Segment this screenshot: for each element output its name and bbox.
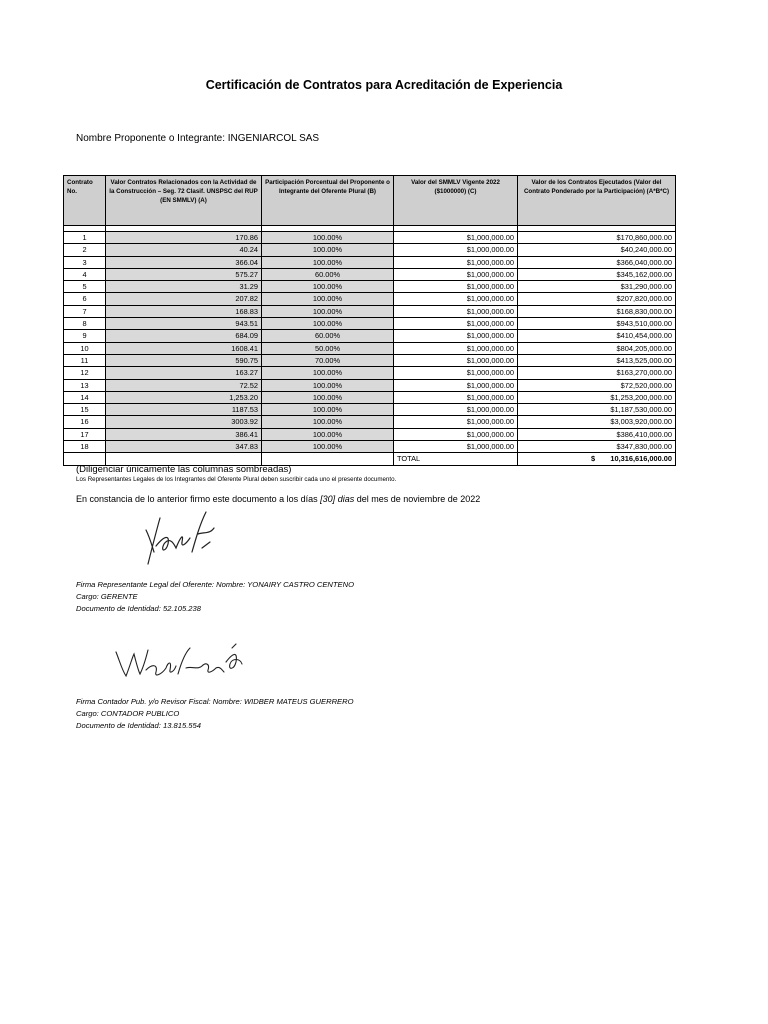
cell-executed-value: $347,830,000.00 (518, 441, 676, 453)
cell-contract-no: 7 (64, 305, 106, 317)
cell-participation: 100.00% (262, 379, 394, 391)
cell-executed-value: $413,525,000.00 (518, 354, 676, 366)
cell-contract-no: 4 (64, 268, 106, 280)
accountant-signature (112, 640, 244, 688)
cell-participation: 100.00% (262, 404, 394, 416)
cell-executed-value: $410,454,000.00 (518, 330, 676, 342)
accountant-block (76, 696, 354, 732)
cell-executed-value: $345,162,000.00 (518, 268, 676, 280)
table-row (64, 232, 676, 244)
cell-participation: 100.00% (262, 232, 394, 244)
fill-note: (Diligenciar únicamente las columnas sombreadas) (76, 464, 292, 475)
cell-participation: 70.00% (262, 354, 394, 366)
table-row (64, 404, 676, 416)
cell-executed-value: $1,253,200,000.00 (518, 391, 676, 403)
table-row (64, 391, 676, 403)
cell-value-smmlv: 1,253.20 (106, 391, 262, 403)
header-participation: Participación Porcentual del Proponente o Integrante del Oferente Plural (B) (262, 176, 394, 226)
cell-executed-value: $168,830,000.00 (518, 305, 676, 317)
cell-value-smmlv: 40.24 (106, 244, 262, 256)
cell-smmlv-value: $1,000,000.00 (394, 354, 518, 366)
cell-contract-no: 15 (64, 404, 106, 416)
cell-smmlv-value: $1,000,000.00 (394, 342, 518, 354)
legal-representative-name: Firma Representante Legal del Oferente: Nombre: YONAIRY CASTRO CENTENO (76, 580, 354, 589)
table-row (64, 367, 676, 379)
total-label: TOTAL (394, 453, 518, 465)
cell-participation: 100.00% (262, 416, 394, 428)
table-row (64, 293, 676, 305)
accountant-role: Cargo: CONTADOR PUBLICO (76, 709, 180, 718)
closing-days-word: dias (337, 494, 355, 504)
cell-value-smmlv: 347.83 (106, 441, 262, 453)
cell-value-smmlv: 170.86 (106, 232, 262, 244)
cell-value-smmlv: 207.82 (106, 293, 262, 305)
cell-contract-no: 10 (64, 342, 106, 354)
legal-note: Los Representantes Legales de los Integrantes del Oferente Plural deben suscribir cada uno el presente documento. (76, 476, 397, 483)
cell-participation: 100.00% (262, 391, 394, 403)
cell-contract-no: 3 (64, 256, 106, 268)
accountant-id: Documento de Identidad: 13.815.554 (76, 721, 201, 730)
cell-executed-value: $163,270,000.00 (518, 367, 676, 379)
cell-contract-no: 12 (64, 367, 106, 379)
closing-day: [30] (320, 494, 336, 504)
cell-participation: 100.00% (262, 281, 394, 293)
cell-value-smmlv: 3003.92 (106, 416, 262, 428)
proponent-label: Nombre Proponente o Integrante: (76, 133, 225, 144)
cell-contract-no: 6 (64, 293, 106, 305)
table-row (64, 416, 676, 428)
cell-participation: 60.00% (262, 268, 394, 280)
table-row (64, 281, 676, 293)
table-row (64, 354, 676, 366)
legal-representative-role: Cargo: GERENTE (76, 592, 138, 601)
total-value: 10,316,616,000.00 (610, 454, 672, 464)
cell-contract-no: 9 (64, 330, 106, 342)
cell-value-smmlv: 31.29 (106, 281, 262, 293)
cell-executed-value: $366,040,000.00 (518, 256, 676, 268)
cell-contract-no: 11 (64, 354, 106, 366)
total-currency: $ (591, 454, 596, 464)
closing-text-after: del mes de noviembre de 2022 (356, 494, 481, 504)
header-executed-value: Valor de los Contratos Ejecutados (Valor del Contrato Ponderado por la Participación) (A*B*C) (518, 176, 676, 226)
cell-smmlv-value: $1,000,000.00 (394, 404, 518, 416)
cell-value-smmlv: 943.51 (106, 318, 262, 330)
cell-smmlv-value: $1,000,000.00 (394, 428, 518, 440)
table-row (64, 268, 676, 280)
cell-value-smmlv: 590.75 (106, 354, 262, 366)
cell-smmlv-value: $1,000,000.00 (394, 367, 518, 379)
cell-smmlv-value: $1,000,000.00 (394, 318, 518, 330)
cell-participation: 100.00% (262, 428, 394, 440)
legal-representative-signature (140, 508, 220, 570)
header-smmlv-value: Valor del SMMLV Vigente 2022 ($1000000) (C) (394, 176, 518, 226)
cell-smmlv-value: $1,000,000.00 (394, 441, 518, 453)
cell-participation: 100.00% (262, 293, 394, 305)
cell-executed-value: $3,003,920,000.00 (518, 416, 676, 428)
cell-smmlv-value: $1,000,000.00 (394, 330, 518, 342)
cell-executed-value: $207,820,000.00 (518, 293, 676, 305)
total-value-cell (518, 453, 676, 465)
cell-smmlv-value: $1,000,000.00 (394, 391, 518, 403)
cell-value-smmlv: 386.41 (106, 428, 262, 440)
proponent-line (76, 133, 319, 144)
cell-executed-value: $943,510,000.00 (518, 318, 676, 330)
table-row (64, 256, 676, 268)
cell-contract-no: 14 (64, 391, 106, 403)
table-row (64, 305, 676, 317)
table-header-row (64, 176, 676, 226)
cell-participation: 100.00% (262, 441, 394, 453)
legal-representative-block (76, 579, 354, 615)
cell-smmlv-value: $1,000,000.00 (394, 305, 518, 317)
closing-text-before: En constancia de lo anterior firmo este documento a los días (76, 494, 318, 504)
cell-value-smmlv: 575.27 (106, 268, 262, 280)
cell-value-smmlv: 1608.41 (106, 342, 262, 354)
cell-smmlv-value: $1,000,000.00 (394, 268, 518, 280)
header-value-smmlv: Valor Contratos Relacionados con la Actividad de la Construcción – Seg. 72 Clasif. UNSPSC del RUP (EN SMMLV) (A) (106, 176, 262, 226)
cell-participation: 60.00% (262, 330, 394, 342)
contracts-table (63, 175, 676, 466)
cell-contract-no: 16 (64, 416, 106, 428)
cell-executed-value: $170,860,000.00 (518, 232, 676, 244)
cell-executed-value: $40,240,000.00 (518, 244, 676, 256)
cell-contract-no: 8 (64, 318, 106, 330)
proponent-name: INGENIARCOL SAS (227, 133, 320, 144)
cell-smmlv-value: $1,000,000.00 (394, 293, 518, 305)
cell-executed-value: $1,187,530,000.00 (518, 404, 676, 416)
cell-contract-no: 1 (64, 232, 106, 244)
accountant-name: Firma Contador Pub. y/o Revisor Fiscal: Nombre: WIDBER MATEUS GUERRERO (76, 697, 354, 706)
legal-representative-id: Documento de Identidad: 52.105.238 (76, 604, 201, 613)
cell-participation: 100.00% (262, 244, 394, 256)
cell-executed-value: $31,290,000.00 (518, 281, 676, 293)
cell-value-smmlv: 1187.53 (106, 404, 262, 416)
cell-smmlv-value: $1,000,000.00 (394, 256, 518, 268)
closing-statement (76, 494, 480, 504)
cell-participation: 100.00% (262, 318, 394, 330)
cell-smmlv-value: $1,000,000.00 (394, 416, 518, 428)
cell-contract-no: 5 (64, 281, 106, 293)
document-title: Certificación de Contratos para Acreditación de Experiencia (205, 78, 563, 92)
cell-executed-value: $72,520,000.00 (518, 379, 676, 391)
cell-contract-no: 2 (64, 244, 106, 256)
table-row (64, 379, 676, 391)
cell-executed-value: $804,205,000.00 (518, 342, 676, 354)
cell-value-smmlv: 684.09 (106, 330, 262, 342)
cell-smmlv-value: $1,000,000.00 (394, 379, 518, 391)
table-row (64, 441, 676, 453)
cell-smmlv-value: $1,000,000.00 (394, 232, 518, 244)
cell-value-smmlv: 72.52 (106, 379, 262, 391)
cell-contract-no: 13 (64, 379, 106, 391)
cell-value-smmlv: 168.83 (106, 305, 262, 317)
table-row (64, 318, 676, 330)
cell-value-smmlv: 163.27 (106, 367, 262, 379)
table-row (64, 330, 676, 342)
cell-participation: 50.00% (262, 342, 394, 354)
cell-contract-no: 18 (64, 441, 106, 453)
cell-smmlv-value: $1,000,000.00 (394, 281, 518, 293)
table-row (64, 244, 676, 256)
cell-value-smmlv: 366.04 (106, 256, 262, 268)
header-contract-no: Contrato No. (64, 176, 106, 226)
cell-participation: 100.00% (262, 305, 394, 317)
table-row (64, 428, 676, 440)
cell-smmlv-value: $1,000,000.00 (394, 244, 518, 256)
cell-participation: 100.00% (262, 367, 394, 379)
cell-participation: 100.00% (262, 256, 394, 268)
cell-contract-no: 17 (64, 428, 106, 440)
cell-executed-value: $386,410,000.00 (518, 428, 676, 440)
table-row (64, 342, 676, 354)
